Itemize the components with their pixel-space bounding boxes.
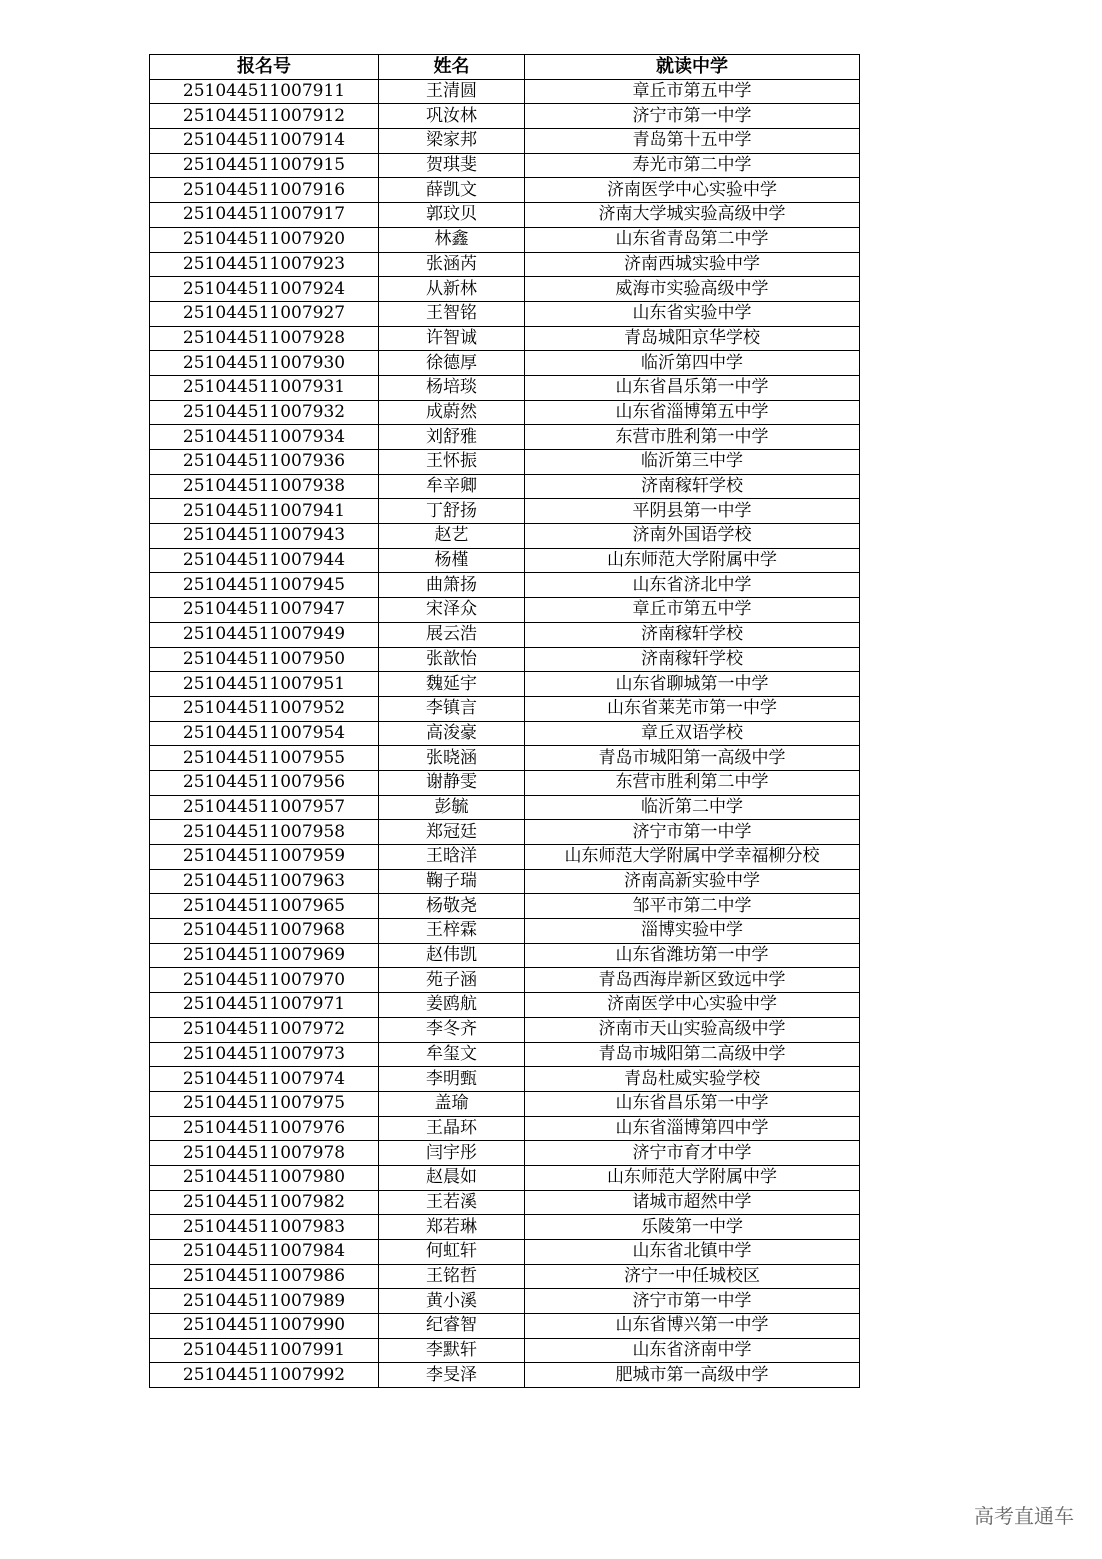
table-row [150, 1264, 860, 1289]
cell-school-name: 济南医学中心实验中学 [525, 993, 860, 1018]
cell-registration-number: 251044511007949 [150, 622, 379, 647]
table-row [150, 227, 860, 252]
cell-school-name: 济宁市第一中学 [525, 104, 860, 129]
table-row [150, 746, 860, 771]
cell-registration-number: 251044511007914 [150, 129, 379, 154]
table-row [150, 1190, 860, 1215]
header-registration-number: 报名号 [150, 55, 379, 80]
table-row [150, 375, 860, 400]
cell-registration-number: 251044511007957 [150, 795, 379, 820]
cell-student-name: 王怀振 [379, 450, 525, 475]
cell-registration-number: 251044511007991 [150, 1338, 379, 1363]
cell-school-name: 青岛第十五中学 [525, 129, 860, 154]
cell-school-name: 临沂第四中学 [525, 351, 860, 376]
table-row [150, 993, 860, 1018]
cell-registration-number: 251044511007983 [150, 1215, 379, 1240]
table-row [150, 1363, 860, 1388]
cell-school-name: 山东省北镇中学 [525, 1240, 860, 1265]
cell-registration-number: 251044511007980 [150, 1165, 379, 1190]
cell-student-name: 张晓涵 [379, 746, 525, 771]
cell-school-name: 济南外国语学校 [525, 524, 860, 549]
cell-registration-number: 251044511007975 [150, 1091, 379, 1116]
table-row [150, 672, 860, 697]
cell-school-name: 东营市胜利第二中学 [525, 770, 860, 795]
cell-student-name: 李镇言 [379, 696, 525, 721]
table-row [150, 647, 860, 672]
cell-registration-number: 251044511007928 [150, 326, 379, 351]
cell-registration-number: 251044511007930 [150, 351, 379, 376]
table-row [150, 795, 860, 820]
table-row [150, 943, 860, 968]
cell-student-name: 许智诚 [379, 326, 525, 351]
table-row [150, 1141, 860, 1166]
cell-school-name: 山东省昌乐第一中学 [525, 1091, 860, 1116]
cell-school-name: 济南稼轩学校 [525, 474, 860, 499]
cell-student-name: 贺琪斐 [379, 153, 525, 178]
cell-student-name: 林鑫 [379, 227, 525, 252]
cell-registration-number: 251044511007917 [150, 203, 379, 228]
cell-registration-number: 251044511007978 [150, 1141, 379, 1166]
cell-school-name: 肥城市第一高级中学 [525, 1363, 860, 1388]
table-row [150, 499, 860, 524]
table-row [150, 203, 860, 228]
cell-registration-number: 251044511007944 [150, 548, 379, 573]
cell-registration-number: 251044511007984 [150, 1240, 379, 1265]
header-school: 就读中学 [525, 55, 860, 80]
cell-student-name: 梁家邦 [379, 129, 525, 154]
table-row [150, 696, 860, 721]
cell-registration-number: 251044511007916 [150, 178, 379, 203]
cell-registration-number: 251044511007989 [150, 1289, 379, 1314]
admission-roster-table [149, 54, 860, 1388]
table-row [150, 1165, 860, 1190]
cell-school-name: 邹平市第二中学 [525, 894, 860, 919]
cell-student-name: 黄小溪 [379, 1289, 525, 1314]
cell-school-name: 济南稼轩学校 [525, 622, 860, 647]
table-row [150, 1091, 860, 1116]
cell-registration-number: 251044511007932 [150, 400, 379, 425]
cell-school-name: 山东省青岛第二中学 [525, 227, 860, 252]
table-row [150, 153, 860, 178]
cell-registration-number: 251044511007927 [150, 301, 379, 326]
cell-school-name: 济南市天山实验高级中学 [525, 1017, 860, 1042]
table-row [150, 277, 860, 302]
cell-registration-number: 251044511007992 [150, 1363, 379, 1388]
cell-school-name: 章丘双语学校 [525, 721, 860, 746]
table-row [150, 524, 860, 549]
cell-student-name: 曲箫扬 [379, 573, 525, 598]
header-name: 姓名 [379, 55, 525, 80]
cell-student-name: 王清圆 [379, 79, 525, 104]
cell-registration-number: 251044511007969 [150, 943, 379, 968]
cell-student-name: 徐德厚 [379, 351, 525, 376]
header-row [150, 55, 860, 80]
cell-school-name: 诸城市超然中学 [525, 1190, 860, 1215]
table-row [150, 573, 860, 598]
table-row [150, 326, 860, 351]
cell-school-name: 山东省淄博第四中学 [525, 1116, 860, 1141]
cell-registration-number: 251044511007934 [150, 425, 379, 450]
cell-school-name: 山东省博兴第一中学 [525, 1314, 860, 1339]
cell-registration-number: 251044511007920 [150, 227, 379, 252]
cell-school-name: 威海市实验高级中学 [525, 277, 860, 302]
table-row [150, 178, 860, 203]
cell-student-name: 何虹轩 [379, 1240, 525, 1265]
cell-student-name: 彭毓 [379, 795, 525, 820]
cell-registration-number: 251044511007945 [150, 573, 379, 598]
cell-school-name: 平阴县第一中学 [525, 499, 860, 524]
cell-school-name: 济南医学中心实验中学 [525, 178, 860, 203]
cell-registration-number: 251044511007936 [150, 450, 379, 475]
cell-student-name: 从新林 [379, 277, 525, 302]
cell-student-name: 盖瑜 [379, 1091, 525, 1116]
cell-school-name: 青岛市城阳第二高级中学 [525, 1042, 860, 1067]
table-body [150, 79, 860, 1387]
cell-registration-number: 251044511007982 [150, 1190, 379, 1215]
cell-registration-number: 251044511007971 [150, 993, 379, 1018]
cell-student-name: 张歆怡 [379, 647, 525, 672]
cell-student-name: 郑冠廷 [379, 820, 525, 845]
cell-registration-number: 251044511007958 [150, 820, 379, 845]
table-row [150, 968, 860, 993]
cell-student-name: 王铭哲 [379, 1264, 525, 1289]
cell-school-name: 济南大学城实验高级中学 [525, 203, 860, 228]
cell-registration-number: 251044511007990 [150, 1314, 379, 1339]
table-row [150, 450, 860, 475]
cell-student-name: 苑子涵 [379, 968, 525, 993]
table-row [150, 351, 860, 376]
cell-student-name: 宋泽众 [379, 598, 525, 623]
cell-student-name: 薛凯文 [379, 178, 525, 203]
table-row [150, 919, 860, 944]
cell-school-name: 济宁市第一中学 [525, 820, 860, 845]
cell-school-name: 山东省淄博第五中学 [525, 400, 860, 425]
cell-registration-number: 251044511007973 [150, 1042, 379, 1067]
cell-registration-number: 251044511007950 [150, 647, 379, 672]
table-row [150, 548, 860, 573]
cell-student-name: 王梓霖 [379, 919, 525, 944]
cell-school-name: 青岛市城阳第一高级中学 [525, 746, 860, 771]
table-row [150, 770, 860, 795]
cell-registration-number: 251044511007974 [150, 1067, 379, 1092]
table-row [150, 129, 860, 154]
cell-student-name: 杨槿 [379, 548, 525, 573]
cell-school-name: 淄博实验中学 [525, 919, 860, 944]
cell-student-name: 牟玺文 [379, 1042, 525, 1067]
cell-school-name: 山东省聊城第一中学 [525, 672, 860, 697]
cell-registration-number: 251044511007952 [150, 696, 379, 721]
cell-school-name: 青岛杜威实验学校 [525, 1067, 860, 1092]
table-row [150, 820, 860, 845]
cell-student-name: 巩汝林 [379, 104, 525, 129]
cell-student-name: 李默轩 [379, 1338, 525, 1363]
cell-school-name: 山东师范大学附属中学 [525, 548, 860, 573]
cell-school-name: 临沂第二中学 [525, 795, 860, 820]
watermark-text: 高考直通车 [974, 1504, 1074, 1528]
cell-student-name: 王智铭 [379, 301, 525, 326]
cell-school-name: 乐陵第一中学 [525, 1215, 860, 1240]
table-row [150, 252, 860, 277]
cell-student-name: 展云浩 [379, 622, 525, 647]
table-row [150, 598, 860, 623]
cell-school-name: 济南西城实验中学 [525, 252, 860, 277]
cell-school-name: 山东师范大学附属中学 [525, 1165, 860, 1190]
cell-student-name: 谢静雯 [379, 770, 525, 795]
cell-registration-number: 251044511007924 [150, 277, 379, 302]
table-row [150, 869, 860, 894]
cell-student-name: 魏延宇 [379, 672, 525, 697]
cell-school-name: 济南稼轩学校 [525, 647, 860, 672]
cell-student-name: 李旻泽 [379, 1363, 525, 1388]
table-row [150, 1338, 860, 1363]
table-row [150, 425, 860, 450]
cell-school-name: 寿光市第二中学 [525, 153, 860, 178]
cell-student-name: 郑若琳 [379, 1215, 525, 1240]
table-row [150, 622, 860, 647]
table-row [150, 1116, 860, 1141]
cell-school-name: 青岛西海岸新区致远中学 [525, 968, 860, 993]
cell-school-name: 济南高新实验中学 [525, 869, 860, 894]
cell-student-name: 张涵芮 [379, 252, 525, 277]
cell-registration-number: 251044511007951 [150, 672, 379, 697]
table-row [150, 1017, 860, 1042]
cell-student-name: 闫宇彤 [379, 1141, 525, 1166]
table-row [150, 1215, 860, 1240]
table-row [150, 1067, 860, 1092]
table-row [150, 1240, 860, 1265]
cell-school-name: 青岛城阳京华学校 [525, 326, 860, 351]
cell-student-name: 鞠子瑞 [379, 869, 525, 894]
cell-school-name: 山东省莱芜市第一中学 [525, 696, 860, 721]
cell-student-name: 李明甄 [379, 1067, 525, 1092]
table-row [150, 400, 860, 425]
cell-school-name: 章丘市第五中学 [525, 598, 860, 623]
cell-school-name: 山东省济北中学 [525, 573, 860, 598]
cell-school-name: 山东省潍坊第一中学 [525, 943, 860, 968]
cell-student-name: 王晗洋 [379, 845, 525, 870]
table-row [150, 1289, 860, 1314]
cell-registration-number: 251044511007968 [150, 919, 379, 944]
cell-school-name: 临沂第三中学 [525, 450, 860, 475]
cell-student-name: 刘舒雅 [379, 425, 525, 450]
cell-registration-number: 251044511007972 [150, 1017, 379, 1042]
cell-student-name: 王若溪 [379, 1190, 525, 1215]
cell-registration-number: 251044511007955 [150, 746, 379, 771]
cell-school-name: 章丘市第五中学 [525, 79, 860, 104]
cell-registration-number: 251044511007959 [150, 845, 379, 870]
cell-student-name: 高浚豪 [379, 721, 525, 746]
cell-registration-number: 251044511007965 [150, 894, 379, 919]
cell-student-name: 姜鸥航 [379, 993, 525, 1018]
cell-registration-number: 251044511007970 [150, 968, 379, 993]
cell-student-name: 杨敬尧 [379, 894, 525, 919]
cell-school-name: 济宁市育才中学 [525, 1141, 860, 1166]
cell-registration-number: 251044511007954 [150, 721, 379, 746]
cell-registration-number: 251044511007963 [150, 869, 379, 894]
cell-registration-number: 251044511007956 [150, 770, 379, 795]
cell-student-name: 王晶环 [379, 1116, 525, 1141]
cell-student-name: 杨培琰 [379, 375, 525, 400]
cell-registration-number: 251044511007941 [150, 499, 379, 524]
cell-student-name: 成蔚然 [379, 400, 525, 425]
table-row [150, 1314, 860, 1339]
cell-student-name: 李冬齐 [379, 1017, 525, 1042]
table-row [150, 845, 860, 870]
cell-student-name: 牟辛卿 [379, 474, 525, 499]
cell-school-name: 东营市胜利第一中学 [525, 425, 860, 450]
cell-school-name: 山东省昌乐第一中学 [525, 375, 860, 400]
cell-student-name: 赵艺 [379, 524, 525, 549]
table-row [150, 301, 860, 326]
cell-registration-number: 251044511007923 [150, 252, 379, 277]
cell-student-name: 赵晨如 [379, 1165, 525, 1190]
table-row [150, 894, 860, 919]
cell-student-name: 郭玟贝 [379, 203, 525, 228]
cell-student-name: 丁舒扬 [379, 499, 525, 524]
table-header [150, 55, 860, 80]
cell-student-name: 赵伟凯 [379, 943, 525, 968]
cell-registration-number: 251044511007931 [150, 375, 379, 400]
cell-registration-number: 251044511007911 [150, 79, 379, 104]
table-row [150, 104, 860, 129]
cell-registration-number: 251044511007976 [150, 1116, 379, 1141]
cell-school-name: 山东省实验中学 [525, 301, 860, 326]
cell-school-name: 济宁市第一中学 [525, 1289, 860, 1314]
cell-registration-number: 251044511007943 [150, 524, 379, 549]
cell-school-name: 山东师范大学附属中学幸福柳分校 [525, 845, 860, 870]
table-row [150, 721, 860, 746]
table-row [150, 1042, 860, 1067]
table-row [150, 79, 860, 104]
cell-registration-number: 251044511007986 [150, 1264, 379, 1289]
cell-registration-number: 251044511007912 [150, 104, 379, 129]
cell-school-name: 济宁一中任城校区 [525, 1264, 860, 1289]
table-row [150, 474, 860, 499]
cell-registration-number: 251044511007947 [150, 598, 379, 623]
cell-student-name: 纪睿智 [379, 1314, 525, 1339]
cell-registration-number: 251044511007915 [150, 153, 379, 178]
cell-registration-number: 251044511007938 [150, 474, 379, 499]
cell-school-name: 山东省济南中学 [525, 1338, 860, 1363]
